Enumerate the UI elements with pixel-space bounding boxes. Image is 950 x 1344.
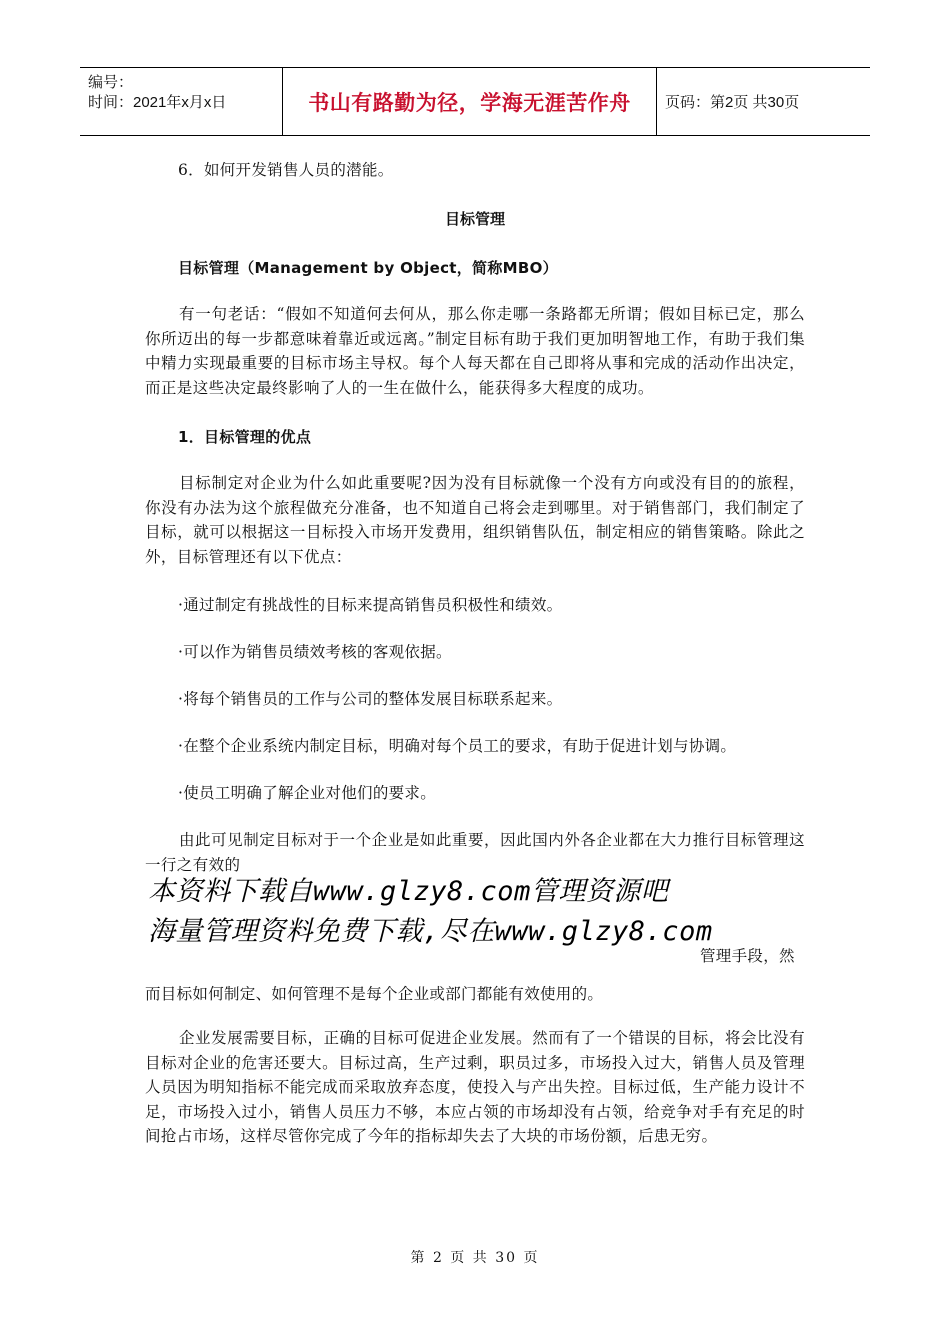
watermark-ad-line-2: 海量管理资料免费下载,尽在www.glzy8.com [148,916,713,947]
paragraph-3: 由此可见制定目标对于一个企业是如此重要，因此国内外各企业都在大力推行目标管理这一行之有效的 [145,831,805,874]
paragraph-2: 目标制定对企业为什么如此重要呢?因为没有目标就像一个没有方向或没有目的的旅程，你没有办法为这个旅程做充分准备，也不知道自己将会走到哪里。对于销售部门，我们制定了目标，就可以根据这一目标投入市场开发费用，组织销售队伍，制定相应的销售策略。除此之外，目标管理还有以下优点： [145,474,805,566]
bullet-item: ·可以作为销售员绩效考核的客观依据。 [178,643,452,661]
header-page-cell [657,68,870,135]
header-left-cell [80,68,283,135]
list-item-6: 6．如何开发销售人员的潜能。 [178,161,394,179]
heading-advantages: 1．目标管理的优点 [178,428,312,446]
time-label: 时间：2021年x月x日 [88,94,227,111]
page-footer: 第 2 页 共 30 页 [410,1250,540,1266]
bullet-item: ·通过制定有挑战性的目标来提高销售员积极性和绩效。 [178,596,563,614]
header-motto: 书山有路勤为径，学海无涯苦作舟 [308,90,631,115]
page-header [80,67,870,136]
header-motto-cell [283,68,657,135]
paragraph-4: 企业发展需要目标，正确的目标可促进企业发展。然而有了一个错误的目标，将会比没有目标对企业的危害还要大。目标过高，生产过剩，职员过多，市场投入过大，销售人员及管理人员因为明知指标不能完成而采取放弃态度，使投入与产出失控。目标过低，生产能力设计不足，市场投入过小，销售人员压力不够，本应占领的市场却没有占领，给竞争对手有充足的时间抢占市场，这样尽管你完成了今年的指标却失去了大块的市场份额，后患无穷。 [145,1029,805,1145]
bullet-item: ·将每个销售员的工作与公司的整体发展目标联系起来。 [178,690,563,708]
serial-label: 编号： [88,74,134,91]
paragraph-3-end: 而目标如何制定、如何管理不是每个企业或部门都能有效使用的。 [145,985,604,1003]
watermark-ad-line-1: 本资料下载自www.glzy8.com管理资源吧 [148,876,669,907]
section-title: 目标管理 [444,210,505,228]
bullet-item: ·使员工明确了解企业对他们的要求。 [178,784,437,802]
subtitle: 目标管理（Management by Object，简称MBO） [178,259,558,277]
paragraph-3-tail: 管理手段，然 [700,947,795,965]
paragraph-1: 有一句老话：“假如不知道何去何从，那么你走哪一条路都无所谓；假如目标已定，那么你所迈出的每一步都意味着靠近或远离。”制定目标有助于我们更加明智地工作，有助于我们集中精力实现最重要的目标市场主导权。每个人每天都在自己即将从事和完成的活动作出决定，而正是这些决定最终影响了人的一生在做什么，能获得多大程度的成功。 [145,305,805,397]
bullet-item: ·在整个企业系统内制定目标，明确对每个员工的要求，有助于促进计划与协调。 [178,737,737,755]
header-page-label: 页码：第2页 共30页 [665,94,800,111]
